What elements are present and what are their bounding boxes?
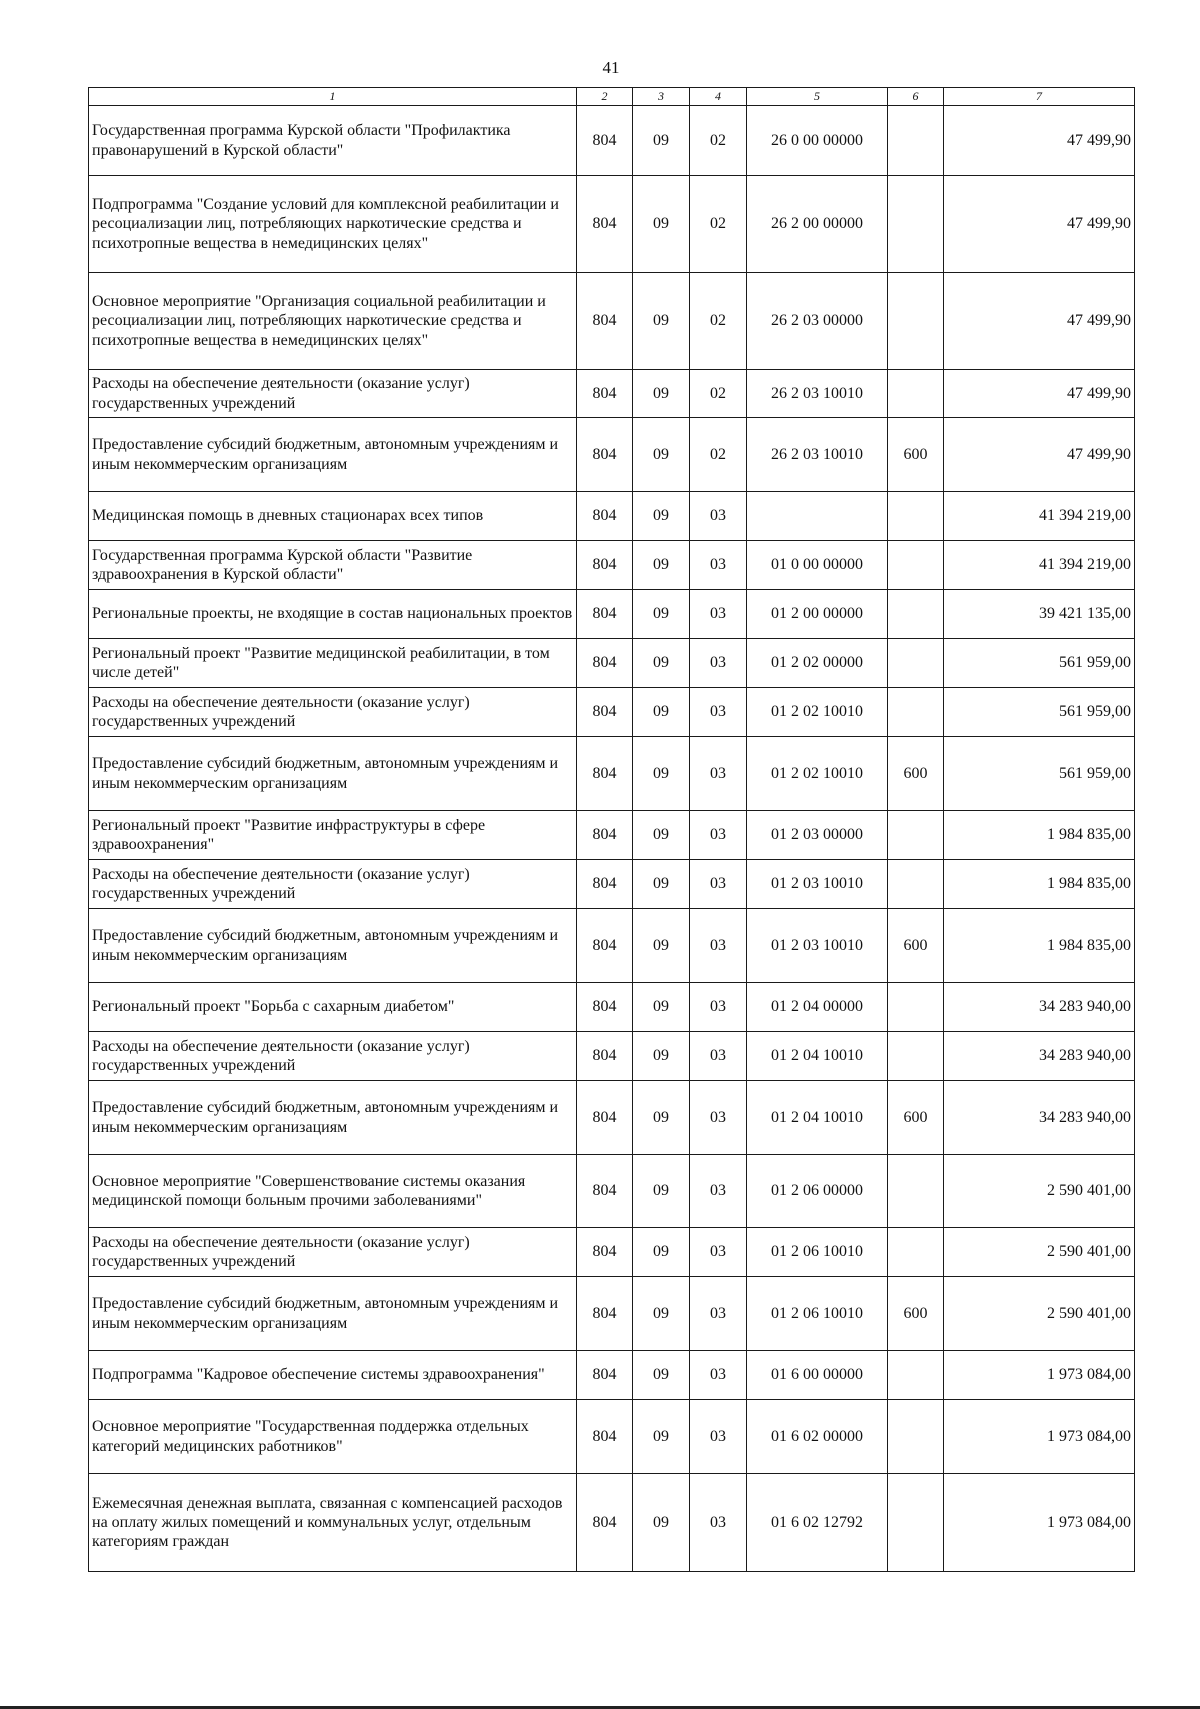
section-code: 09 [633,1081,690,1155]
target-article-code [747,492,888,541]
subsection-code: 03 [690,811,747,860]
expense-type-code [888,492,944,541]
amount: 34 283 940,00 [944,983,1135,1032]
ministry-code: 804 [577,983,633,1032]
target-article-code: 01 2 03 10010 [747,860,888,909]
subsection-code: 03 [690,860,747,909]
expense-type-code [888,688,944,737]
expense-type-code: 600 [888,418,944,492]
target-article-code: 26 2 03 00000 [747,273,888,370]
target-article-code: 01 2 04 10010 [747,1032,888,1081]
item-name: Расходы на обеспечение деятельности (оказание услуг) государственных учреждений [89,688,577,737]
ministry-code: 804 [577,1474,633,1572]
expense-type-code [888,590,944,639]
expense-type-code [888,1228,944,1277]
section-code: 09 [633,492,690,541]
subsection-code: 03 [690,1474,747,1572]
table-row [89,1351,1135,1400]
column-number: 5 [747,88,888,106]
table-row [89,737,1135,811]
subsection-code: 03 [690,1032,747,1081]
expense-type-code [888,1351,944,1400]
ministry-code: 804 [577,418,633,492]
amount: 1 984 835,00 [944,860,1135,909]
column-number: 3 [633,88,690,106]
section-code: 09 [633,176,690,273]
column-number: 4 [690,88,747,106]
subsection-code: 02 [690,273,747,370]
ministry-code: 804 [577,1228,633,1277]
subsection-code: 02 [690,418,747,492]
item-name: Региональный проект "Развитие инфраструктуры в сфере здравоохранения" [89,811,577,860]
expense-type-code: 600 [888,909,944,983]
amount: 39 421 135,00 [944,590,1135,639]
amount: 47 499,90 [944,176,1135,273]
table-row [89,590,1135,639]
amount: 34 283 940,00 [944,1032,1135,1081]
target-article-code: 01 2 06 00000 [747,1155,888,1228]
subsection-code: 03 [690,983,747,1032]
expense-type-code [888,983,944,1032]
table-row [89,492,1135,541]
amount: 561 959,00 [944,737,1135,811]
section-code: 09 [633,811,690,860]
amount: 561 959,00 [944,639,1135,688]
subsection-code: 03 [690,688,747,737]
section-code: 09 [633,1277,690,1351]
item-name: Государственная программа Курской области "Развитие здравоохранения в Курской области" [89,541,577,590]
amount: 1 973 084,00 [944,1351,1135,1400]
ministry-code: 804 [577,370,633,418]
target-article-code: 01 6 00 00000 [747,1351,888,1400]
subsection-code: 03 [690,590,747,639]
table-row [89,1155,1135,1228]
column-number: 2 [577,88,633,106]
section-code: 09 [633,909,690,983]
item-name: Предоставление субсидий бюджетным, автономным учреждениям и иным некоммерческим организациям [89,1277,577,1351]
ministry-code: 804 [577,106,633,176]
amount: 47 499,90 [944,370,1135,418]
subsection-code: 03 [690,737,747,811]
ministry-code: 804 [577,1400,633,1474]
item-name: Подпрограмма "Кадровое обеспечение системы здравоохранения" [89,1351,577,1400]
item-name: Предоставление субсидий бюджетным, автономным учреждениям и иным некоммерческим организациям [89,1081,577,1155]
target-article-code: 01 2 04 00000 [747,983,888,1032]
column-number: 1 [89,88,577,106]
item-name: Предоставление субсидий бюджетным, автономным учреждениям и иным некоммерческим организациям [89,418,577,492]
subsection-code: 03 [690,1081,747,1155]
amount: 34 283 940,00 [944,1081,1135,1155]
section-code: 09 [633,418,690,492]
expense-type-code [888,1474,944,1572]
table-row [89,639,1135,688]
amount: 1 973 084,00 [944,1400,1135,1474]
amount: 561 959,00 [944,688,1135,737]
section-code: 09 [633,1474,690,1572]
item-name: Предоставление субсидий бюджетным, автономным учреждениям и иным некоммерческим организациям [89,909,577,983]
amount: 1 984 835,00 [944,811,1135,860]
item-name: Государственная программа Курской области "Профилактика правонарушений в Курской области" [89,106,577,176]
ministry-code: 804 [577,811,633,860]
item-name: Региональный проект "Борьба с сахарным диабетом" [89,983,577,1032]
amount: 2 590 401,00 [944,1155,1135,1228]
ministry-code: 804 [577,176,633,273]
section-code: 09 [633,1228,690,1277]
section-code: 09 [633,273,690,370]
section-code: 09 [633,1351,690,1400]
subsection-code: 03 [690,1155,747,1228]
table-row [89,1081,1135,1155]
expense-type-code [888,639,944,688]
subsection-code: 03 [690,909,747,983]
section-code: 09 [633,541,690,590]
expense-type-code [888,106,944,176]
page-number: 41 [602,58,620,77]
amount: 47 499,90 [944,106,1135,176]
item-name: Основное мероприятие "Государственная поддержка отдельных категорий медицинских работников" [89,1400,577,1474]
table-row [89,983,1135,1032]
ministry-code: 804 [577,1277,633,1351]
expense-type-code [888,860,944,909]
table-row [89,1277,1135,1351]
table-body [89,106,1135,1572]
section-code: 09 [633,370,690,418]
table-row [89,418,1135,492]
target-article-code: 26 2 03 10010 [747,418,888,492]
ministry-code: 804 [577,1351,633,1400]
target-article-code: 01 2 04 10010 [747,1081,888,1155]
table-row [89,370,1135,418]
target-article-code: 01 2 02 10010 [747,737,888,811]
column-number: 7 [944,88,1135,106]
expense-type-code [888,370,944,418]
table-row [89,1032,1135,1081]
table-row [89,811,1135,860]
table-row [89,1474,1135,1572]
expense-type-code: 600 [888,1081,944,1155]
table-row [89,106,1135,176]
amount: 2 590 401,00 [944,1228,1135,1277]
section-code: 09 [633,983,690,1032]
expense-type-code [888,1032,944,1081]
target-article-code: 26 2 00 00000 [747,176,888,273]
subsection-code: 03 [690,492,747,541]
section-code: 09 [633,639,690,688]
ministry-code: 804 [577,639,633,688]
expense-type-code [888,176,944,273]
amount: 47 499,90 [944,418,1135,492]
ministry-code: 804 [577,541,633,590]
item-name: Подпрограмма "Создание условий для комплексной реабилитации и ресоциализации лиц, потребляющих наркотические средства и психотропные вещества в немедицинских целях" [89,176,577,273]
expense-type-code [888,1400,944,1474]
expense-type-code [888,1155,944,1228]
section-code: 09 [633,688,690,737]
table-row [89,273,1135,370]
target-article-code: 01 2 02 00000 [747,639,888,688]
column-number: 6 [888,88,944,106]
subsection-code: 03 [690,639,747,688]
table-row [89,541,1135,590]
expense-type-code [888,811,944,860]
ministry-code: 804 [577,590,633,639]
expense-type-code: 600 [888,1277,944,1351]
target-article-code: 01 0 00 00000 [747,541,888,590]
item-name: Предоставление субсидий бюджетным, автономным учреждениям и иным некоммерческим организациям [89,737,577,811]
target-article-code: 26 0 00 00000 [747,106,888,176]
ministry-code: 804 [577,273,633,370]
ministry-code: 804 [577,1155,633,1228]
target-article-code: 01 6 02 12792 [747,1474,888,1572]
target-article-code: 01 2 06 10010 [747,1228,888,1277]
item-name: Расходы на обеспечение деятельности (оказание услуг) государственных учреждений [89,1228,577,1277]
ministry-code: 804 [577,492,633,541]
target-article-code: 01 2 00 00000 [747,590,888,639]
section-code: 09 [633,590,690,639]
amount: 47 499,90 [944,273,1135,370]
amount: 1 984 835,00 [944,909,1135,983]
subsection-code: 03 [690,1400,747,1474]
item-name: Расходы на обеспечение деятельности (оказание услуг) государственных учреждений [89,370,577,418]
column-number-row [89,88,1135,106]
amount: 41 394 219,00 [944,492,1135,541]
table-row [89,1400,1135,1474]
subsection-code: 03 [690,1277,747,1351]
subsection-code: 02 [690,106,747,176]
target-article-code: 01 2 03 10010 [747,909,888,983]
amount: 1 973 084,00 [944,1474,1135,1572]
section-code: 09 [633,106,690,176]
expense-type-code: 600 [888,737,944,811]
section-code: 09 [633,860,690,909]
item-name: Расходы на обеспечение деятельности (оказание услуг) государственных учреждений [89,1032,577,1081]
expense-type-code [888,541,944,590]
section-code: 09 [633,1400,690,1474]
subsection-code: 03 [690,1351,747,1400]
item-name: Региональные проекты, не входящие в состав национальных проектов [89,590,577,639]
item-name: Медицинская помощь в дневных стационарах всех типов [89,492,577,541]
subsection-code: 02 [690,370,747,418]
subsection-code: 03 [690,1228,747,1277]
item-name: Ежемесячная денежная выплата, связанная с компенсацией расходов на оплату жилых помещений и коммунальных услуг, отдельным категориям граждан [89,1474,577,1572]
item-name: Региональный проект "Развитие медицинской реабилитации, в том числе детей" [89,639,577,688]
target-article-code: 26 2 03 10010 [747,370,888,418]
subsection-code: 03 [690,541,747,590]
ministry-code: 804 [577,1032,633,1081]
target-article-code: 01 6 02 00000 [747,1400,888,1474]
amount: 41 394 219,00 [944,541,1135,590]
expense-type-code [888,273,944,370]
item-name: Основное мероприятие "Совершенствование системы оказания медицинской помощи больным прочими заболеваниями" [89,1155,577,1228]
amount: 2 590 401,00 [944,1277,1135,1351]
section-code: 09 [633,1032,690,1081]
table-row [89,860,1135,909]
item-name: Расходы на обеспечение деятельности (оказание услуг) государственных учреждений [89,860,577,909]
target-article-code: 01 2 03 00000 [747,811,888,860]
target-article-code: 01 2 02 10010 [747,688,888,737]
table-row [89,688,1135,737]
ministry-code: 804 [577,860,633,909]
budget-table [88,87,1135,1572]
ministry-code: 804 [577,1081,633,1155]
table-row [89,1228,1135,1277]
ministry-code: 804 [577,737,633,811]
table-row [89,909,1135,983]
section-code: 09 [633,737,690,811]
ministry-code: 804 [577,909,633,983]
subsection-code: 02 [690,176,747,273]
table-row [89,176,1135,273]
section-code: 09 [633,1155,690,1228]
item-name: Основное мероприятие "Организация социальной реабилитации и ресоциализации лиц, потребляющих наркотические средства и психотропные вещества в немедицинских целях" [89,273,577,370]
ministry-code: 804 [577,688,633,737]
target-article-code: 01 2 06 10010 [747,1277,888,1351]
